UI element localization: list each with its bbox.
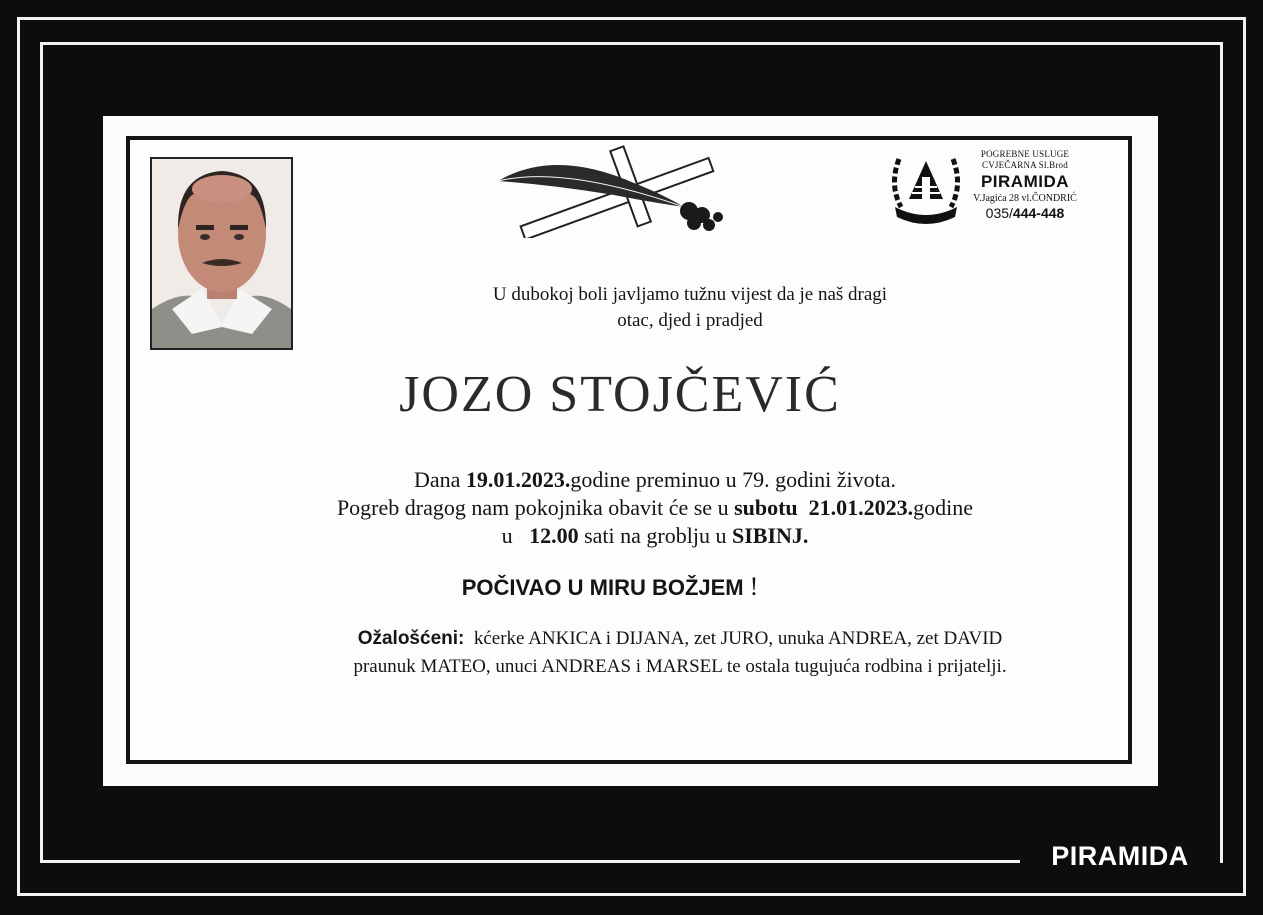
rip-text: POČIVAO U MIRU BOŽJEM — [461, 575, 744, 600]
rip-line — [300, 572, 920, 603]
time-line — [180, 522, 1130, 550]
death-prefix: Dana — [413, 467, 466, 492]
intro-line2: otac, djed i pradjed — [617, 310, 763, 331]
funeral-home-line2: CVJEČARNA Sl.Brod — [982, 160, 1068, 170]
funeral-home-info — [965, 149, 1085, 222]
rip-exclamation: ! — [749, 572, 759, 601]
time-prefix: u — [501, 523, 519, 548]
funeral-home-phone — [965, 205, 1085, 222]
deceased-name: JOZO STOJČEVIĆ — [399, 366, 841, 423]
time-middle: sati na groblju u — [578, 523, 732, 548]
funeral-date: 21.01.2023. — [808, 495, 914, 520]
intro-text — [380, 282, 1000, 334]
funeral-home-line1: POGREBNE USLUGE — [980, 149, 1070, 159]
intro-line1: U dubokoj boli javljamo tužnu vijest da je naš dragi — [492, 284, 888, 305]
deceased-photo — [150, 157, 293, 350]
funeral-suffix: godine — [913, 495, 974, 520]
death-line — [180, 466, 1130, 494]
mourners-line2: praunuk MATEO, unuci ANDREAS i MARSEL te ostala tugujuća rodbina i prijatelji. — [353, 656, 1007, 677]
death-suffix: godine preminuo u 79. godini života. — [570, 467, 897, 492]
mourners — [230, 625, 1130, 681]
phone-prefix: 035/ — [985, 205, 1013, 221]
mourners-label: Ožalošćeni: — [357, 628, 465, 649]
funeral-details — [180, 466, 1130, 550]
death-date: 19.01.2023. — [465, 467, 571, 492]
phone-number: 444-448 — [1012, 205, 1065, 221]
funeral-home-brand: PIRAMIDA — [980, 172, 1070, 191]
funeral-time: 12.00 — [529, 523, 579, 548]
cross-palm-icon — [494, 143, 730, 238]
funeral-day: subotu — [734, 495, 798, 520]
cemetery: SIBINJ. — [731, 523, 809, 548]
mourners-text1: kćerke ANKICA i DIJANA, zet JURO, unuka ANDREA, zet DAVID — [473, 628, 1003, 649]
footer-brand: PIRAMIDA — [1020, 836, 1220, 876]
funeral-home-address: V.Jagića 28 vl.ČONDRIĆ — [973, 193, 1077, 204]
funeral-prefix: Pogreb dragog nam pokojnika obavit će se u — [336, 495, 735, 520]
mourners-line1 — [230, 625, 1130, 653]
piramida-logo — [885, 147, 967, 229]
funeral-line — [180, 494, 1130, 522]
